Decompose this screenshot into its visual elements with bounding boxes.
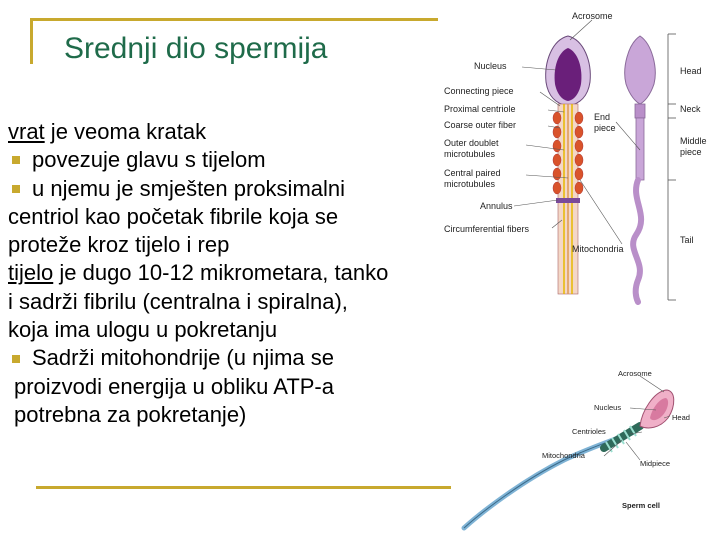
body-line-9 xyxy=(8,344,478,372)
label-proximal-centriole: Proximal centriole xyxy=(444,104,516,114)
label-coarse-outer-fiber: Coarse outer fiber xyxy=(444,120,517,130)
body-line-2 xyxy=(8,146,478,174)
underline-frame xyxy=(36,486,451,489)
body-line-6 xyxy=(8,259,478,287)
label-end-piece-2: piece xyxy=(594,123,616,133)
label-outer-doublet: Outer doublet xyxy=(444,138,499,148)
label-outer-doublet-2: microtubules xyxy=(444,149,496,159)
slide-body xyxy=(8,118,478,429)
label-acrosome: Acrosome xyxy=(572,11,613,21)
line-text: proizvodi energija u obliku ATP-a xyxy=(14,373,334,399)
body-line-10 xyxy=(8,373,478,401)
bullet-icon xyxy=(12,355,20,363)
label-mitochondria-2: Mitochondria xyxy=(542,451,585,460)
body-line-11 xyxy=(8,401,478,429)
label-middle-piece: Middle xyxy=(680,136,707,146)
label-head-2: Head xyxy=(672,413,690,422)
label-head: Head xyxy=(680,66,702,76)
label-central-paired: Central paired xyxy=(444,168,501,178)
label-circumferential-fibers: Circumferential fibers xyxy=(444,224,530,234)
body-line-8 xyxy=(8,316,478,344)
line-text: proteže kroz tijelo i rep xyxy=(8,232,230,258)
label-mitochondria: Mitochondria xyxy=(572,244,624,254)
body-line-1 xyxy=(8,118,478,146)
label-centrioles: Centrioles xyxy=(572,427,606,436)
label-acrosome-2: Acrosome xyxy=(618,369,652,378)
label-central-paired-2: microtubules xyxy=(444,179,496,189)
bullet-icon xyxy=(12,185,20,193)
line-text: povezuje glavu s tijelom xyxy=(32,147,266,173)
line-text: je veoma kratak xyxy=(44,119,207,144)
label-sperm-cell: Sperm cell xyxy=(622,501,660,510)
sperm-cell-illustration xyxy=(454,360,720,536)
label-nucleus: Nucleus xyxy=(474,61,507,71)
label-middle-piece-2: piece xyxy=(680,147,702,157)
body-line-4 xyxy=(8,203,478,231)
label-tail: Tail xyxy=(680,235,694,245)
line-text: Sadrži mitohondrije (u njima se xyxy=(32,345,335,371)
label-neck: Neck xyxy=(680,104,701,114)
line-text: i sadrži fibrilu (centralna i spiralna), xyxy=(8,288,348,314)
body-line-5 xyxy=(8,231,478,259)
title-frame-horizontal xyxy=(30,18,438,21)
label-annulus: Annulus xyxy=(480,201,513,211)
term-tijelo: tijelo xyxy=(8,260,54,286)
line-text: potrebna za pokretanje) xyxy=(14,401,247,427)
label-end-piece: End xyxy=(594,112,611,122)
label-nucleus-2: Nucleus xyxy=(594,403,622,412)
label-connecting-piece: Connecting piece xyxy=(444,86,514,96)
line-text: u njemu je smješten proksimalni xyxy=(32,175,346,201)
body-line-3 xyxy=(8,175,478,203)
title-frame-vertical xyxy=(30,18,33,64)
body-line-7 xyxy=(8,288,478,316)
slide-title: Srednji dio spermija xyxy=(64,32,328,65)
sperm-anatomy-diagram xyxy=(440,0,720,305)
term-vrat: vrat xyxy=(8,119,45,144)
line-text: je dugo 10-12 mikrometara, tanko xyxy=(53,260,389,286)
line-text: centriol kao početak fibrile koja se xyxy=(8,203,339,229)
label-midpiece: Midpiece xyxy=(640,459,671,468)
line-text: koja ima ulogu u pokretanju xyxy=(8,317,278,343)
bullet-icon xyxy=(12,156,20,164)
